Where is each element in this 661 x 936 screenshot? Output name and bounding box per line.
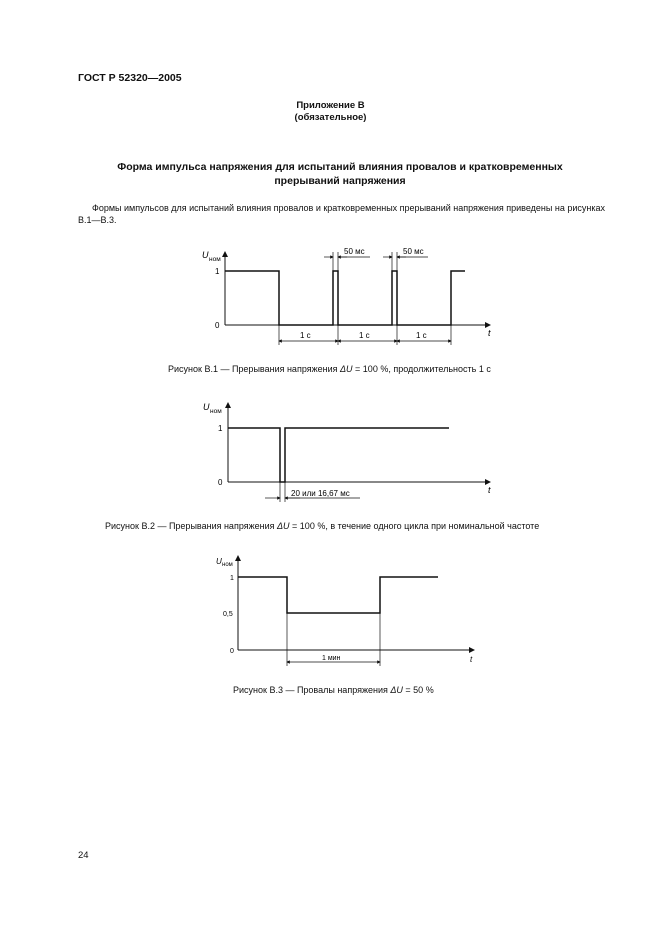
intro-paragraph: Формы импульсов для испытаний влияния провалов и кратковременных прерываний напряжения приведены на рисунках В.1—В.3. xyxy=(78,203,605,225)
document-code: ГОСТ Р 52320—2005 xyxy=(78,72,182,84)
caption-text: Рисунок В.1 — Прерывания напряжения xyxy=(168,364,340,374)
y-axis-label-sub: ном xyxy=(222,562,233,568)
y-tick-0-5: 0,5 xyxy=(223,611,233,618)
y-tick-0: 0 xyxy=(218,478,223,487)
caption-text-end: = 100 %, в течение одного цикла при номинальной частоте xyxy=(289,521,540,531)
dim-label-1s-c: 1 с xyxy=(416,331,427,340)
x-axis-label: t xyxy=(470,655,473,664)
y-tick-1: 1 xyxy=(218,424,223,433)
x-axis-label: t xyxy=(488,328,491,338)
caption-text: Рисунок В.2 — Прерывания напряжения xyxy=(105,521,277,531)
y-axis-label: U xyxy=(203,402,210,412)
page-number: 24 xyxy=(78,850,89,861)
dim-label-20ms: 20 или 16,67 мс xyxy=(291,489,350,498)
dim-label-1min: 1 мин xyxy=(322,655,341,662)
caption-delta: ΔU xyxy=(340,364,353,374)
dim-label-1s-a: 1 с xyxy=(300,331,311,340)
y-tick-1: 1 xyxy=(230,575,234,582)
caption-text-end: = 100 %, продолжительность 1 с xyxy=(352,364,491,374)
y-axis-label: U xyxy=(202,250,209,260)
dim-label-50ms-b: 50 мс xyxy=(403,247,424,256)
annex-status: (обязательное) xyxy=(294,112,367,123)
caption-delta: ΔU xyxy=(390,685,403,695)
caption-delta: ΔU xyxy=(277,521,290,531)
y-tick-0: 0 xyxy=(215,321,220,330)
section-heading-line-2: прерываний напряжения xyxy=(274,175,406,187)
y-axis-label-sub: ном xyxy=(209,256,221,263)
y-axis-label: U xyxy=(216,557,222,566)
figure-b3-caption xyxy=(233,685,434,695)
waveform xyxy=(238,577,438,613)
dim-label-1s-b: 1 с xyxy=(359,331,370,340)
annex-title: Приложение В xyxy=(296,100,365,111)
y-tick-0: 0 xyxy=(230,648,234,655)
x-axis-label: t xyxy=(488,485,491,495)
y-axis-label-sub: ном xyxy=(210,408,222,415)
caption-text-end: = 50 % xyxy=(402,685,434,695)
section-heading-line-1: Форма импульса напряжения для испытаний влияния провалов и кратковременных xyxy=(117,161,563,173)
caption-text: Рисунок В.3 — Провалы напряжения xyxy=(233,685,391,695)
dim-label-50ms-a: 50 мс xyxy=(344,247,365,256)
y-tick-1: 1 xyxy=(215,267,220,276)
